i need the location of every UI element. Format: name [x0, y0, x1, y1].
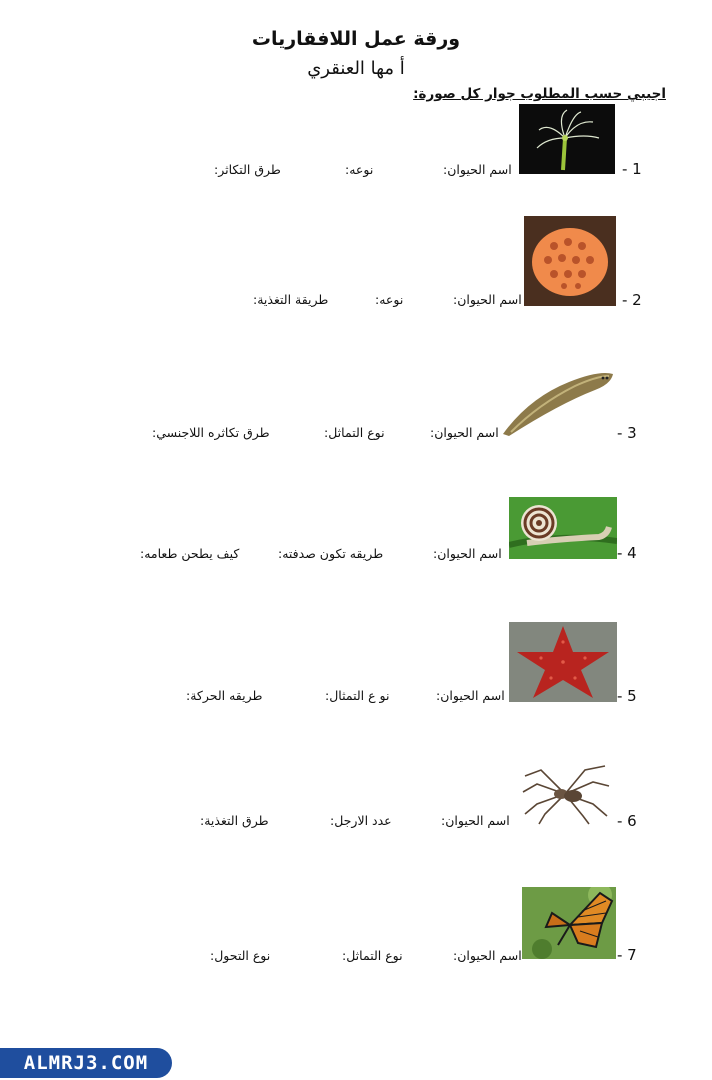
field-type-1: نوعه: [345, 162, 374, 177]
field-animal-name-2: اسم الحيوان: [453, 292, 522, 307]
field-symmetry-3: نوع التماثل: [324, 425, 385, 440]
snail-photo [509, 497, 617, 559]
butterfly-photo [522, 887, 616, 959]
field-animal-name-5: اسم الحيوان: [436, 688, 505, 703]
field-shell-4: طريقه تكون صدفته: [278, 546, 384, 561]
planaria-photo [499, 368, 617, 438]
site-logo[interactable]: ALMRJ3.COM [0, 1048, 172, 1078]
teacher-name: أ مها العنقري [307, 58, 405, 79]
field-animal-name-6: اسم الحيوان: [441, 813, 510, 828]
field-animal-name-7: اسم الحيوان: [453, 948, 522, 963]
worksheet-title: ورقة عمل اللافقاريات [251, 28, 461, 50]
field-reproduction-1: طرق التكاثر: [214, 162, 281, 177]
row-number-7: - 7 [617, 946, 637, 964]
field-animal-name-4: اسم الحيوان: [433, 546, 502, 561]
row-number-2: - 2 [622, 291, 642, 309]
starfish-photo [509, 622, 617, 702]
sponge-photo [524, 216, 616, 306]
row-number-1: - 1 [622, 160, 642, 178]
field-asexual-3: طرق تكاثره اللاجنسي: [152, 425, 270, 440]
row-number-4: - 4 [617, 544, 637, 562]
row-number-5: - 5 [617, 687, 637, 705]
field-symmetry-7: نوع التماثل: [342, 948, 403, 963]
field-metamorphosis-7: نوع التحول: [210, 948, 271, 963]
row-number-6: - 6 [617, 812, 637, 830]
field-symmetry-5: نو ع التمثال: [325, 688, 390, 703]
field-legs-6: عدد الارجل: [330, 813, 392, 828]
field-animal-name-3: اسم الحيوان: [430, 425, 499, 440]
field-grinding-4: كيف يطحن طعامه: [140, 546, 240, 561]
field-movement-5: طريقه الحركة: [186, 688, 263, 703]
row-number-3: - 3 [617, 424, 637, 442]
field-feeding-6: طرق التغذية: [200, 813, 269, 828]
field-type-2: نوعه: [375, 292, 404, 307]
field-feeding-2: طريقة التغذية: [253, 292, 329, 307]
instruction-text: اجيبي حسب المطلوب جوار كل صورة: [413, 86, 666, 102]
field-animal-name-1: اسم الحيوان: [443, 162, 512, 177]
spider-photo [519, 762, 611, 826]
hydra-photo [519, 104, 615, 174]
